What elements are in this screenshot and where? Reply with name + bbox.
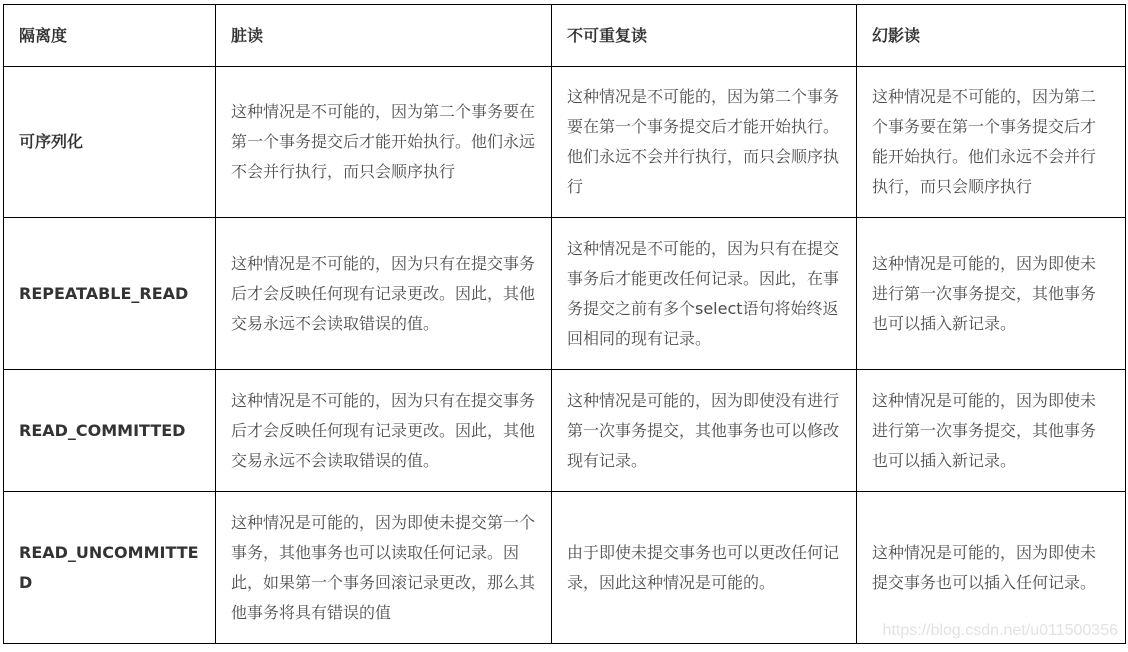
watermark: https://blog.csdn.net/u011500356 <box>882 622 1118 639</box>
isolation-level-cell: 可序列化 <box>4 67 216 218</box>
dirty-read-cell: 这种情况是不可能的，因为只有在提交事务后才会反映任何现有记录更改。因此，其他交易永远不会读取错误的值。 <box>216 370 552 492</box>
header-nonrepeatable-read: 不可重复读 <box>552 5 857 67</box>
dirty-read-cell: 这种情况是不可能的，因为第二个事务要在第一个事务提交后才能开始执行。他们永远不会并行执行，而只会顺序执行 <box>216 67 552 218</box>
phantom-read-cell: 这种情况是不可能的，因为第二个事务要在第一个事务提交后才能开始执行。他们永远不会并行执行，而只会顺序执行 <box>857 67 1126 218</box>
nonrepeatable-read-cell: 这种情况是不可能的，因为只有在提交事务后才能更改任何记录。因此，在事务提交之前有多个select语句将始终返回相同的现有记录。 <box>552 218 857 370</box>
header-isolation-level: 隔离度 <box>4 5 216 67</box>
nonrepeatable-read-cell: 这种情况是不可能的，因为第二个事务要在第一个事务提交后才能开始执行。他们永远不会并行执行，而只会顺序执行 <box>552 67 857 218</box>
isolation-level-cell: READ_UNCOMMITTED <box>4 492 216 644</box>
table-row <box>4 370 1126 492</box>
dirty-read-cell: 这种情况是可能的，因为即使未提交第一个事务，其他事务也可以读取任何记录。因此，如果第一个事务回滚记录更改，那么其他事务将具有错误的值 <box>216 492 552 644</box>
table-row <box>4 218 1126 370</box>
isolation-level-cell: REPEATABLE_READ <box>4 218 216 370</box>
header-phantom-read: 幻影读 <box>857 5 1126 67</box>
nonrepeatable-read-cell: 这种情况是可能的，因为即使没有进行第一次事务提交，其他事务也可以修改现有记录。 <box>552 370 857 492</box>
dirty-read-cell: 这种情况是不可能的，因为只有在提交事务后才会反映任何现有记录更改。因此，其他交易永远不会读取错误的值。 <box>216 218 552 370</box>
isolation-level-table <box>3 4 1126 644</box>
phantom-read-cell: 这种情况是可能的，因为即使未提交事务也可以插入任何记录。 <box>857 492 1126 644</box>
header-dirty-read: 脏读 <box>216 5 552 67</box>
table-row <box>4 492 1126 644</box>
header-row <box>4 5 1126 67</box>
nonrepeatable-read-cell: 由于即使未提交事务也可以更改任何记录，因此这种情况是可能的。 <box>552 492 857 644</box>
isolation-level-cell: READ_COMMITTED <box>4 370 216 492</box>
phantom-read-cell: 这种情况是可能的，因为即使未进行第一次事务提交，其他事务也可以插入新记录。 <box>857 218 1126 370</box>
phantom-read-cell: 这种情况是可能的，因为即使未进行第一次事务提交，其他事务也可以插入新记录。 <box>857 370 1126 492</box>
table-row <box>4 67 1126 218</box>
